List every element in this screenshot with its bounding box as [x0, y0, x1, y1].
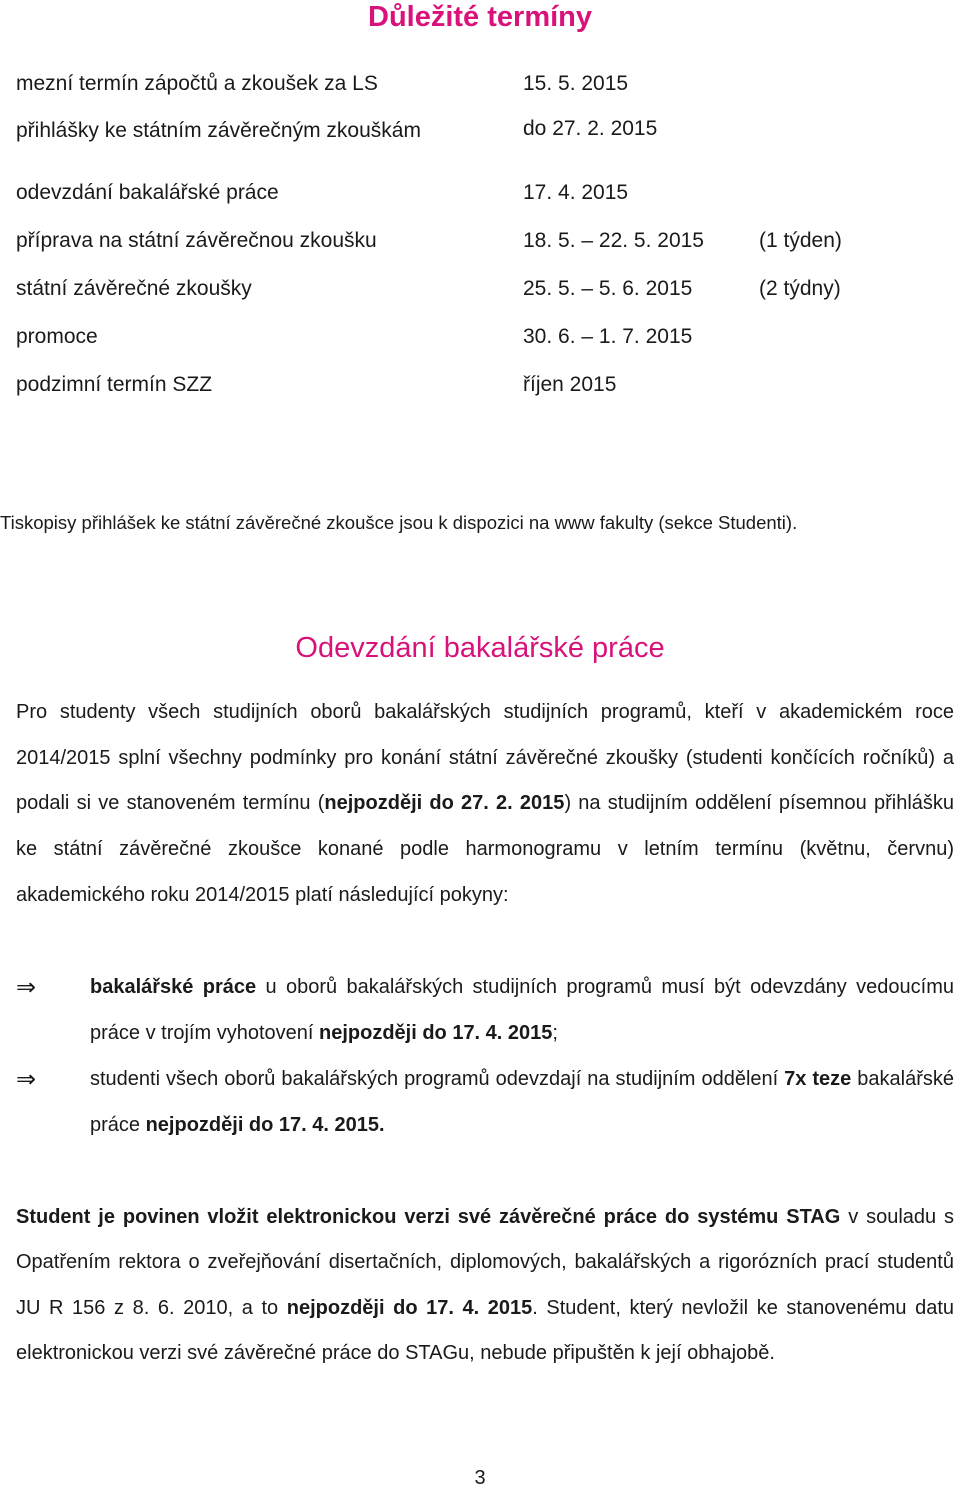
- bullet-deadline: nejpozději do 17. 4. 2015.: [145, 1113, 385, 1136]
- schedule-date: říjen 2015: [523, 373, 617, 396]
- schedule-label: podzimní termín SZZ: [16, 373, 213, 396]
- bullet-deadline: nejpozději do 17. 4. 2015: [318, 1021, 553, 1044]
- schedule-date: 30. 6. – 1. 7. 2015: [523, 325, 693, 348]
- arrow-icon: ⇒: [16, 973, 37, 1001]
- intro-paragraph: [16, 690, 954, 919]
- bullet-text-end: ;: [552, 1021, 558, 1044]
- bullet-item: [90, 965, 954, 1056]
- bullet-item: [90, 1057, 954, 1148]
- arrow-icon: ⇒: [16, 1065, 37, 1093]
- schedule-date: do 27. 2. 2015: [523, 117, 658, 140]
- schedule-label: promoce: [16, 325, 98, 348]
- stag-text: v souladu s Opatřením rektora o zveřejňování disertačních, diplomových, bakalářských a rigorózních prací studentů JU R 156 z 8. 6. 2010, a to: [16, 1206, 955, 1319]
- schedule-date: 18. 5. – 22. 5. 2015: [523, 229, 704, 252]
- stag-bold: Student je povinen vložit elektronickou verzi své závěrečné práce do systému STAG: [16, 1206, 841, 1228]
- stag-deadline: nejpozději do 17. 4. 2015: [286, 1296, 533, 1319]
- bullet-bold: bakalářské práce: [90, 976, 257, 998]
- stag-paragraph: [16, 1195, 954, 1376]
- schedule-label: odevzdání bakalářské práce: [16, 181, 279, 204]
- schedule-date: 17. 4. 2015: [523, 181, 629, 204]
- schedule-label: přihlášky ke státním závěrečným zkouškám: [16, 119, 421, 142]
- schedule-label: mezní termín zápočtů a zkoušek za LS: [16, 72, 378, 95]
- bullet-text-2: bakalářské práce: [90, 1068, 955, 1136]
- schedule-note: (2 týdny): [759, 277, 841, 300]
- intro-text-2: ) na studijním oddělení písemnou přihlášku ke státní závěrečné zkoušce konané podle harmonogramu v letním termínu (květnu, červnu) akademického roku 2014/2015 platí následující pokyny:: [16, 792, 955, 906]
- schedule-date: 25. 5. – 5. 6. 2015: [523, 277, 693, 300]
- intro-text: Pro studenty všech studijních oborů bakalářských studijních programů, kteří v akademickém roce 2014/2015 splní všechny podmínky pro konání státní závěrečné zkoušky (studenti končících ročníků) a podali si ve stanoveném termínu (: [16, 701, 954, 815]
- bullet-bold: 7x teze: [784, 1068, 852, 1090]
- schedule-label: příprava na státní závěrečnou zkoušku: [16, 229, 377, 252]
- schedule-note: (1 týden): [759, 229, 842, 252]
- schedule-date: 15. 5. 2015: [523, 72, 629, 95]
- bullet-text: studenti všech oborů bakalářských programů odevzdají na studijním oddělení: [90, 1068, 785, 1090]
- bullet-text: u oborů bakalářských studijních programů musí být odevzdány vedoucímu práce v trojím vyhotovení: [90, 976, 954, 1044]
- page-number: 3: [474, 1467, 486, 1489]
- schedule-label: státní závěrečné zkoušky: [16, 277, 252, 300]
- stag-text-2: . Student, který nevložil ke stanovenému datu elektronickou verzi své závěrečné práce do STAGu, nebude připuštěn k její obhajobě.: [16, 1296, 954, 1364]
- page-title: Důležité termíny: [368, 1, 592, 33]
- forms-note: Tiskopisy přihlášek ke státní závěrečné zkoušce jsou k dispozici na www fakulty (sekce Studenti).: [0, 512, 798, 533]
- intro-deadline: nejpozději do 27. 2. 2015: [324, 792, 565, 815]
- section-title: Odevzdání bakalářské práce: [295, 632, 665, 664]
